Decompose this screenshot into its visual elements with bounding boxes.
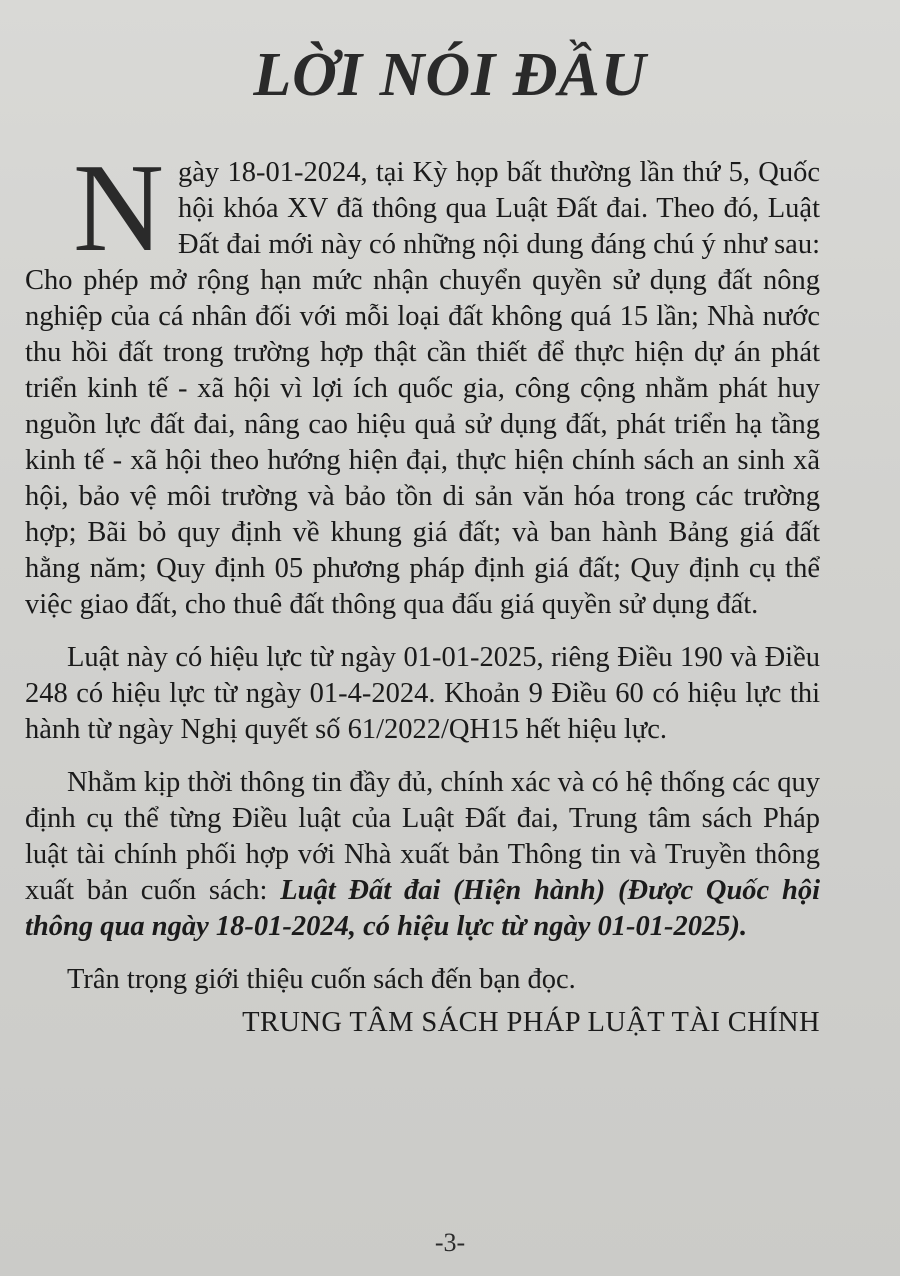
publication-paragraph bbox=[25, 765, 820, 945]
book-title: Luật Đất đai (Hiện hành) (Được Quốc hội thông qua ngày 18-01-2024, có hiệu lực từ ngày 01-01-2025). bbox=[25, 875, 820, 942]
effective-date-paragraph: Luật này có hiệu lực từ ngày 01-01-2025, riêng Điều 190 và Điều 248 có hiệu lực từ ngày 01-4-2024. Khoản 9 Điều 60 có hiệu lực thi hành từ ngày Nghị quyết số 61/2022/QH15 hết hiệu lực. bbox=[25, 642, 820, 745]
closing-line: Trân trọng giới thiệu cuốn sách đến bạn đọc. bbox=[67, 964, 576, 995]
signature: TRUNG TÂM SÁCH PHÁP LUẬT TÀI CHÍNH bbox=[242, 1007, 820, 1038]
drop-cap: N bbox=[73, 139, 164, 278]
intro-paragraph bbox=[25, 139, 820, 623]
intro-text: gày 18-01-2024, tại Kỳ họp bất thường lần thứ 5, Quốc hội khóa XV đã thông qua Luật Đất đai. Theo đó, Luật Đất đai mới này có những nội dung đáng chú ý như sau: Cho phép mở rộng hạn mức nhận chuyển quyền sử dụng đất nông nghiệp của cá nhân đối với mỗi loại đất không quá 15 lần; Nhà nước thu hồi đất trong trường hợp thật cần thiết để thực hiện dự án phát triển kinh tế - xã hội vì lợi ích quốc gia, công cộng nhằm phát huy nguồn lực đất đai, nâng cao hiệu quả sử dụng đất, phát triển hạ tầng kinh tế - xã hội theo hướng hiện đại, thực hiện chính sách an sinh xã hội, bảo vệ môi trường và bảo tồn di sản văn hóa trong các trường hợp; Bãi bỏ quy định về khung giá đất; và ban hành Bảng giá đất hằng năm; Quy định 05 phương pháp định giá đất; Quy định cụ thể việc giao đất, cho thuê đất thông qua đấu giá quyền sử dụng đất. bbox=[25, 157, 820, 620]
publication-text: Nhằm kịp thời thông tin đầy đủ, chính xác và có hệ thống các quy định cụ thể từng Điều luật của Luật Đất đai, Trung tâm sách Pháp luật tài chính phối hợp với Nhà xuất bản Thông tin và Truyền thông xuất bản cuốn sách: bbox=[25, 767, 820, 906]
page-number: -3- bbox=[434, 1228, 466, 1257]
preface-body bbox=[25, 139, 820, 1041]
page-title: LỜI NÓI ĐẦU bbox=[253, 41, 647, 109]
